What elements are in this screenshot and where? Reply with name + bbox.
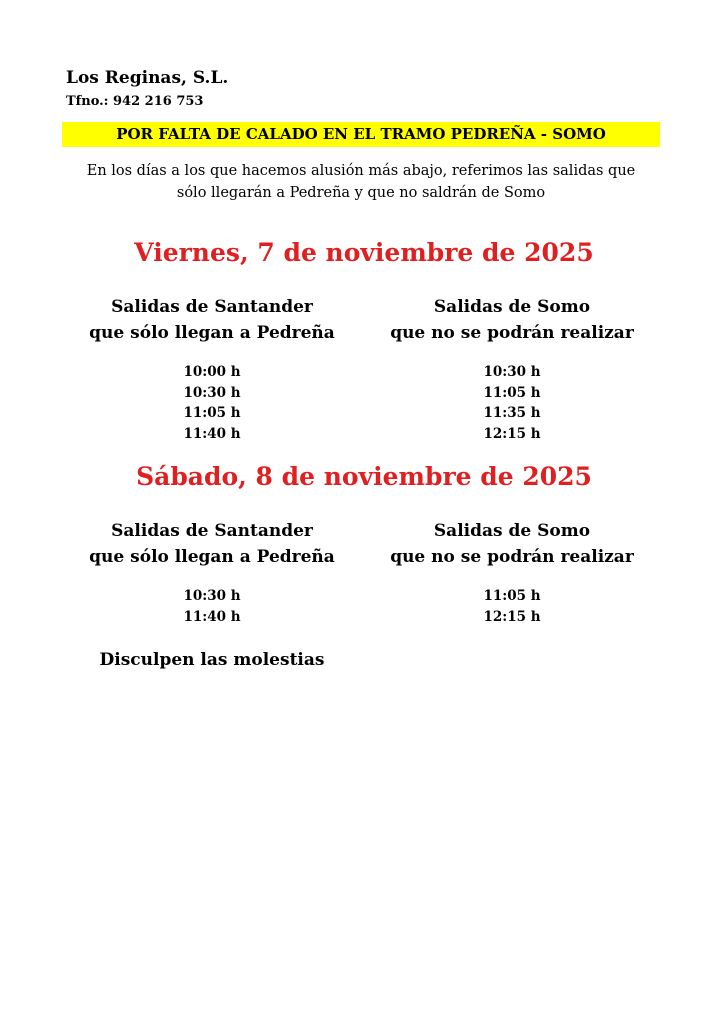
heading-line: Salidas de Santander: [111, 521, 313, 541]
departure-time: 11:40 h: [183, 425, 241, 442]
day-title-friday: Viernes, 7 de noviembre de 2025: [134, 238, 594, 267]
departure-time: 12:15 h: [483, 608, 541, 625]
somo-times-list: [352, 362, 672, 444]
departure-time: 11:35 h: [483, 405, 541, 421]
departure-time: 11:40 h: [183, 608, 241, 625]
heading-line: Salidas de Santander: [111, 297, 313, 317]
departure-time: 10:00 h: [183, 364, 241, 380]
intro-line: sólo llegarán a Pedreña y que no saldrán de Somo: [176, 185, 546, 201]
santander-departures-heading: [52, 518, 372, 570]
santander-departures-heading: [52, 294, 372, 346]
company-phone: Tfno.: 942 216 753: [66, 94, 204, 109]
company-name: Los Reginas, S.L.: [66, 68, 229, 88]
departure-time: 12:15 h: [483, 425, 541, 442]
santander-times-list: [52, 586, 372, 627]
day-title-saturday: Sábado, 8 de noviembre de 2025: [136, 462, 592, 491]
heading-line: que no se podrán realizar: [390, 547, 634, 567]
departure-time: 11:05 h: [183, 405, 241, 421]
departure-time: 11:05 h: [483, 588, 541, 604]
somo-departures-heading: [352, 294, 672, 346]
heading-line: que sólo llegan a Pedreña: [89, 547, 335, 567]
somo-departures-heading: [352, 518, 672, 570]
heading-line: Salidas de Somo: [433, 297, 591, 317]
warning-banner: POR FALTA DE CALADO EN EL TRAMO PEDREÑA - SOMO: [62, 122, 660, 147]
departure-time: 10:30 h: [483, 364, 541, 380]
apology-note: Disculpen las molestias: [99, 650, 325, 670]
heading-line: Salidas de Somo: [433, 521, 591, 541]
heading-line: que sólo llegan a Pedreña: [89, 323, 335, 343]
departure-time: 10:30 h: [183, 384, 241, 401]
heading-line: que no se podrán realizar: [390, 323, 634, 343]
somo-times-list: [352, 586, 672, 627]
intro-line: En los días a los que hacemos alusión más abajo, referimos las salidas que: [86, 163, 636, 179]
santander-times-list: [52, 362, 372, 444]
departure-time: 11:05 h: [483, 384, 541, 401]
departure-time: 10:30 h: [183, 588, 241, 604]
intro-paragraph: [50, 160, 672, 204]
